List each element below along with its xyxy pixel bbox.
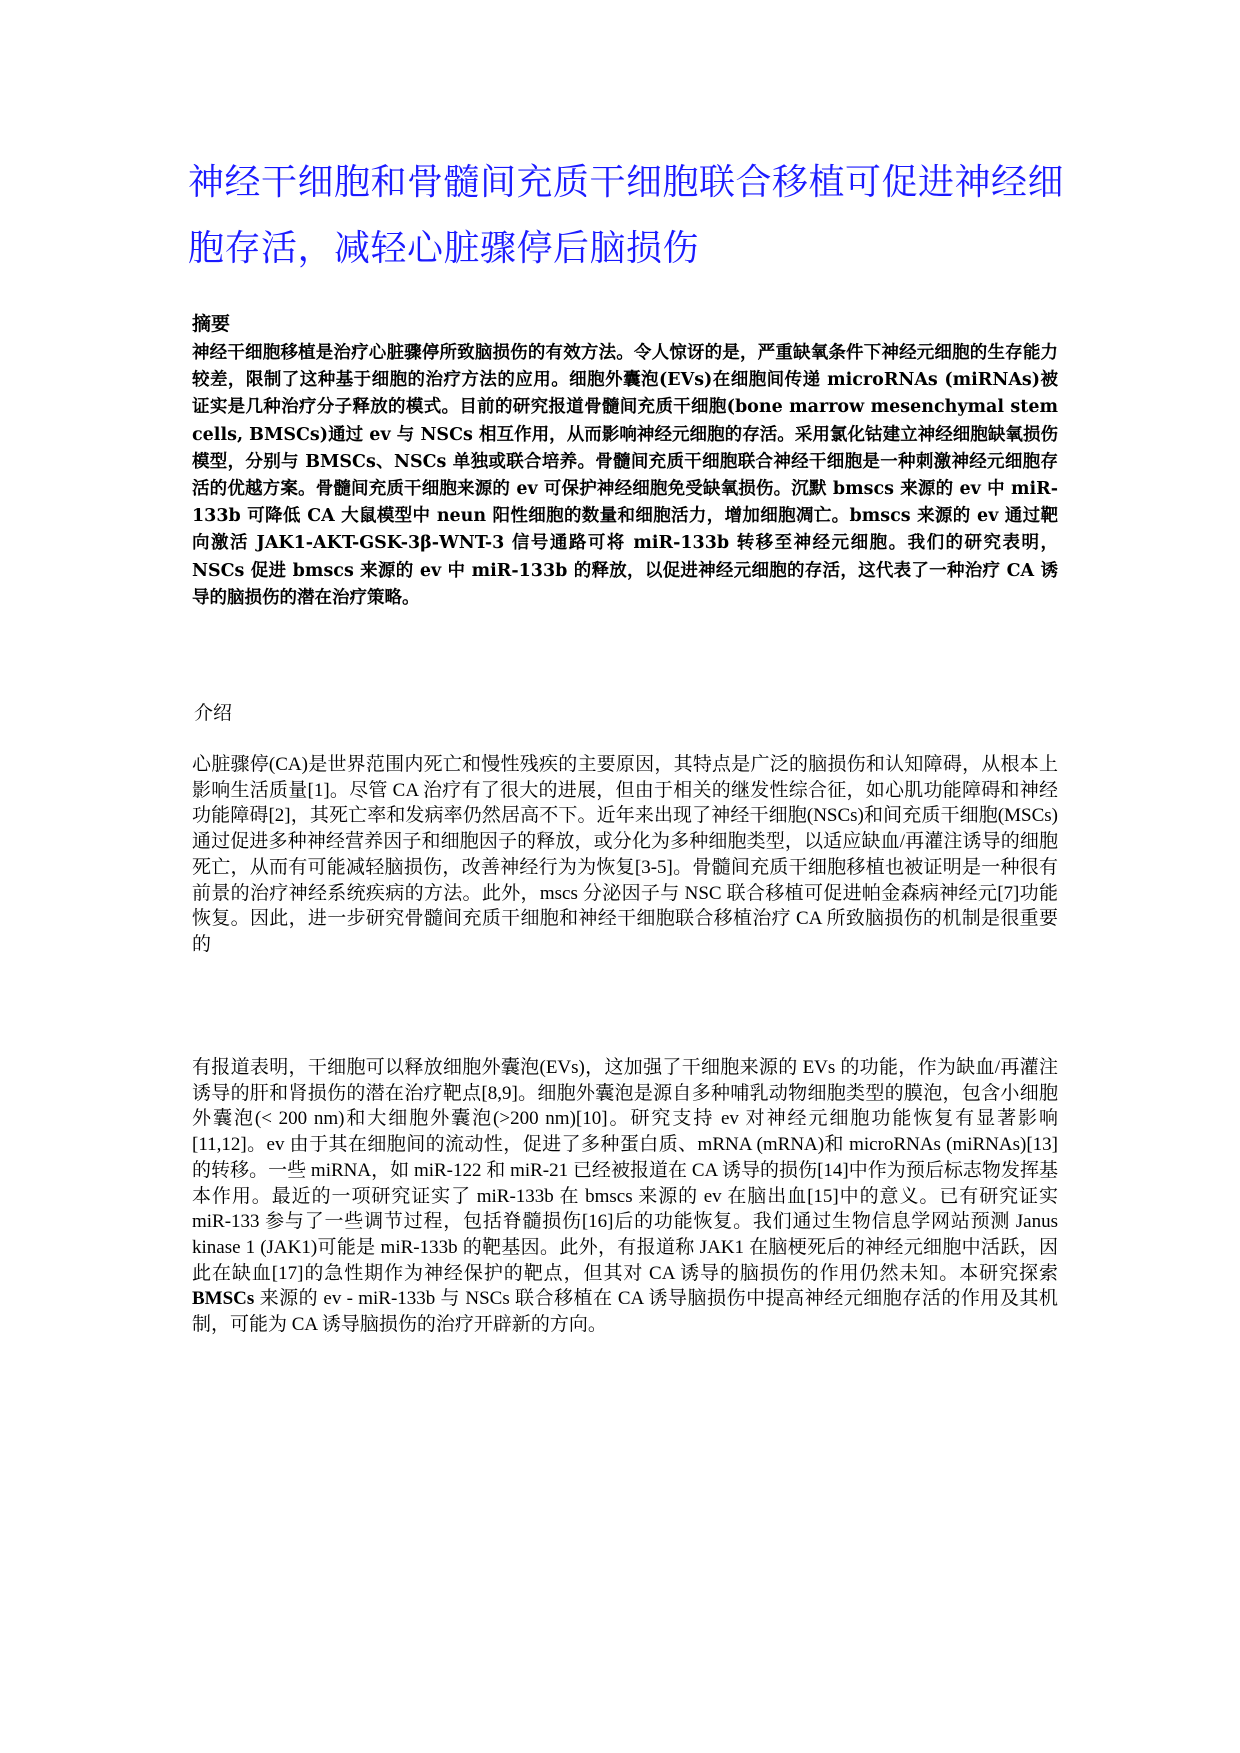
paper-title: 神经干细胞和骨髓间充质干细胞联合移植可促进神经细胞存活，减轻心脏骤停后脑损伤 [188,162,1065,269]
introduction-heading: 介绍 [194,702,233,724]
paragraph-2-bold-term: BMSCs [192,1288,255,1310]
abstract-heading: 摘要 [192,313,231,335]
introduction-paragraph-2 [192,1055,1058,1338]
abstract-body: 神经干细胞移植是治疗心脏骤停所致脑损伤的有效方法。令人惊讶的是，严重缺氧条件下神经元细胞的生存能力较差，限制了这种基于细胞的治疗方法的应用。细胞外囊泡(EVs)在细胞间传递 microRNAs (miRNAs)被证实是几种治疗分子释放的模式。目前的研究报道骨髓间充质干细胞(bone marrow mesenchymal stem cells, BMSCs)通过 ev 与 NSCs 相互作用，从而影响神经元细胞的存活。采用氯化钴建立神经细胞缺氧损伤模型，分别与 BMSCs、NSCs 单独或联合培养。骨髓间充质干细胞联合神经干细胞是一种刺激神经元细胞存活的优越方案。骨髓间充质干细胞来源的 ev 可保护神经细胞免受缺氧损伤。沉默 bmscs 来源的 ev 中 miR-133b 可降低 CA 大鼠模型中 neun 阳性细胞的数量和细胞活力，增加细胞凋亡。bmscs 来源的 ev 通过靶向激活 JAK1-AKT-GSK-3β-WNT-3 信号通路可将 miR-133b 转移至神经元细胞。我们的研究表明，NSCs 促进 bmscs 来源的 ev 中 miR-133b 的释放，以促进神经元细胞的存活，这代表了一种治疗 CA 诱导的脑损伤的潜在治疗策略。 [192,343,1058,608]
introduction-paragraph-1: 心脏骤停(CA)是世界范围内死亡和慢性残疾的主要原因，其特点是广泛的脑损伤和认知障碍，从根本上影响生活质量[1]。尽管 CA 治疗有了很大的进展，但由于相关的继发性综合征，如心肌功能障碍和神经功能障碍[2]，其死亡率和发病率仍然居高不下。近年来出现了神经干细胞(NSCs)和间充质干细胞(MSCs)通过促进多种神经营养因子和细胞因子的释放，或分化为多种细胞类型，以适应缺血/再灌注诱导的细胞死亡，从而有可能减轻脑损伤，改善神经行为为恢复[3-5]。骨髓间充质干细胞移植也被证明是一种很有前景的治疗神经系统疾病的方法。此外，mscs 分泌因子与 NSC 联合移植可促进帕金森病神经元[7]功能恢复。因此，进一步研究骨髓间充质干细胞和神经干细胞联合移植治疗 CA 所致脑损伤的机制是很重要的 [192,754,1058,955]
paragraph-2-text-start: 有报道表明，干细胞可以释放细胞外囊泡(EVs)，这加强了干细胞来源的 EVs 的功能，作为缺血/再灌注诱导的肝和肾损伤的潜在治疗靶点[8,9]。细胞外囊泡是源自多种哺乳动物细胞类型的膜泡，包含小细胞外囊泡(< 200 nm)和大细胞外囊泡(>200 nm)[10]。研究支持 ev 对神经元细胞功能恢复有显著影响[11,12]。ev 由于其在细胞间的流动性，促进了多种蛋白质、mRNA (mRNA)和 microRNAs (miRNAs)[13]的转移。一些 miRNA，如 miR-122 和 miR-21 已经被报道在 CA 诱导的损伤[14]中作为预后标志物发挥基本作用。最近的一项研究证实了 miR-133b 在 bmscs 来源的 ev 在脑出血[15]中的意义。已有研究证实 miR-133 参与了一些调节过程，包括脊髓损伤[16]后的功能恢复。我们通过生物信息学网站预测 Janus kinase 1 (JAK1)可能是 miR-133b 的靶基因。此外，有报道称 JAK1 在脑梗死后的神经元细胞中活跃，因此在缺血[17]的急性期作为神经保护的靶点，但其对 CA 诱导的脑损伤的作用仍然未知。本研究探索 [192,1057,1058,1284]
paragraph-2-text-end: 来源的 ev - miR-133b 与 NSCs 联合移植在 CA 诱导脑损伤中提高神经元细胞存活的作用及其机制，可能为 CA 诱导脑损伤的治疗开辟新的方向。 [192,1288,1058,1336]
